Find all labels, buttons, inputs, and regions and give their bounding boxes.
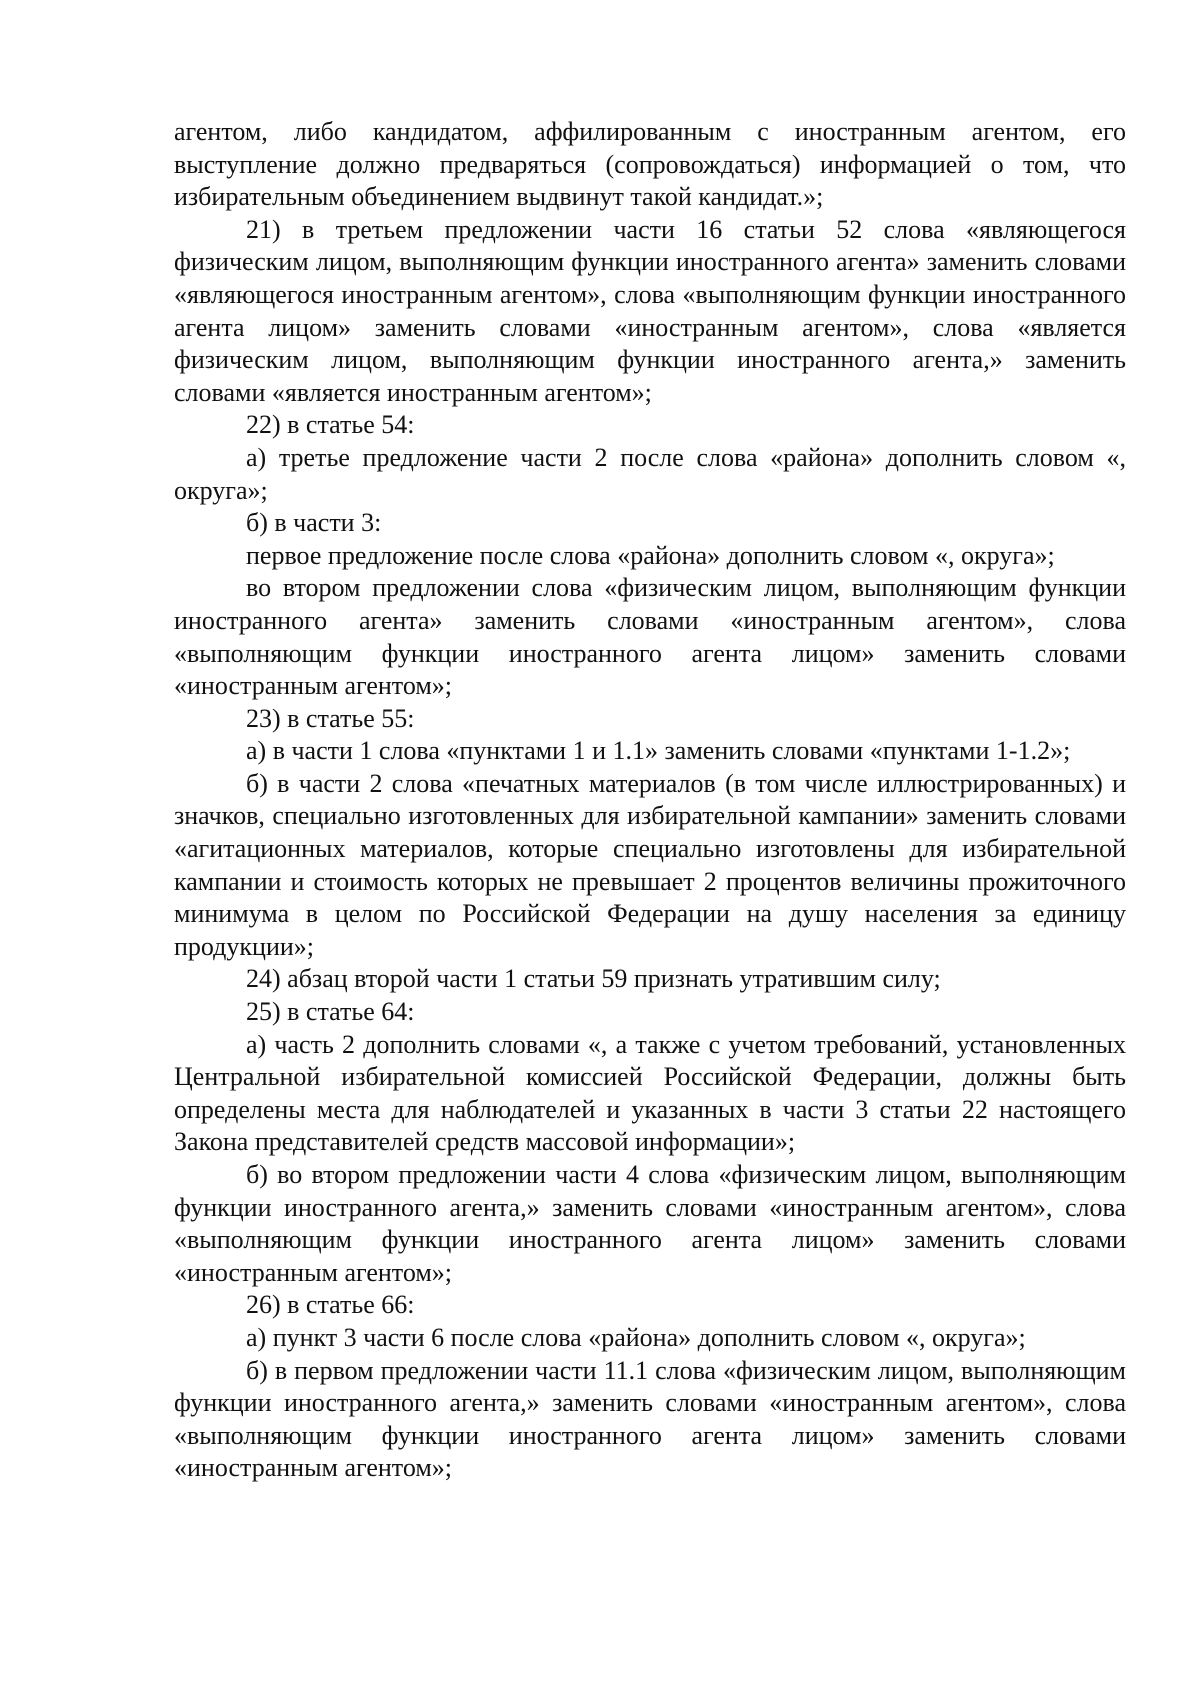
paragraph-item-26b: б) в первом предложении части 11.1 слова «физическим лицом, выполняющим функции иностранного агента,» заменить словами «иностранным агентом», слова «выполняющим функции иностранного агента лицом» заменить словами «иностранным агентом»; — [174, 1355, 1126, 1483]
document-page — [174, 116, 1126, 1485]
paragraph-item-23b: б) в части 2 слова «печатных материалов (в том числе иллюстрированных) и значков, специально изготовленных для избирательной кампании» заменить словами «агитационных материалов, которые специально изготовлены для избирательной кампании и стоимость которых не превышает 2 процентов величины прожиточного минимума в целом по Российской Федерации на душу населения за единицу продукции»; — [174, 768, 1126, 961]
paragraph-item-22b: б) в части 3: — [246, 508, 382, 538]
paragraph-item-22b-first: первое предложение после слова «района» дополнить словом «, округа»; — [246, 540, 1055, 570]
paragraph-continuation: агентом, либо кандидатом, аффилированным с иностранным агентом, его выступление должно предваряться (сопровождаться) информацией о том, что избирательным объединением выдвинут такой кандидат.»; — [174, 117, 1126, 212]
paragraph-item-21: 21) в третьем предложении части 16 статьи 52 слова «являющегося физическим лицом, выполняющим функции иностранного агента» заменить словами «являющегося иностранным агентом», слова «выполняющим функции иностранного агента лицом» заменить словами «иностранным агентом», слова «является физическим лицом, выполняющим функции иностранного агента,» заменить словами «является иностранным агентом»; — [174, 214, 1126, 407]
paragraph-item-25a: а) часть 2 дополнить словами «, а также с учетом требований, установленных Центральной избирательной комиссией Российской Федерации, должны быть определены места для наблюдателей и указанных в части 3 статьи 22 настоящего Закона представителей средств массовой информации»; — [174, 1029, 1126, 1157]
paragraph-item-26: 26) в статье 66: — [246, 1290, 415, 1320]
paragraph-item-26a: а) пункт 3 части 6 после слова «района» дополнить словом «, округа»; — [246, 1322, 1026, 1352]
paragraph-item-22a: а) третье предложение части 2 после слова «района» дополнить словом «, округа»; — [174, 442, 1126, 505]
paragraph-item-25: 25) в статье 64: — [246, 997, 415, 1027]
paragraph-item-25b: б) во втором предложении части 4 слова «физическим лицом, выполняющим функции иностранного агента,» заменить словами «иностранным агентом», слова «выполняющим функции иностранного агента лицом» заменить словами «иностранным агентом»; — [174, 1160, 1126, 1287]
paragraph-item-23a: а) в части 1 слова «пунктами 1 и 1.1» заменить словами «пунктами 1-1.2»; — [246, 736, 1071, 766]
paragraph-item-22b-second: во втором предложении слова «физическим лицом, выполняющим функции иностранного агента» заменить словами «иностранным агентом», слова «выполняющим функции иностранного агента лицом» заменить словами «иностранным агентом»; — [174, 573, 1126, 701]
paragraph-item-23: 23) в статье 55: — [246, 703, 415, 733]
paragraph-item-24: 24) абзац второй части 1 статьи 59 признать утратившим силу; — [246, 964, 941, 994]
paragraph-item-22: 22) в статье 54: — [246, 410, 415, 440]
